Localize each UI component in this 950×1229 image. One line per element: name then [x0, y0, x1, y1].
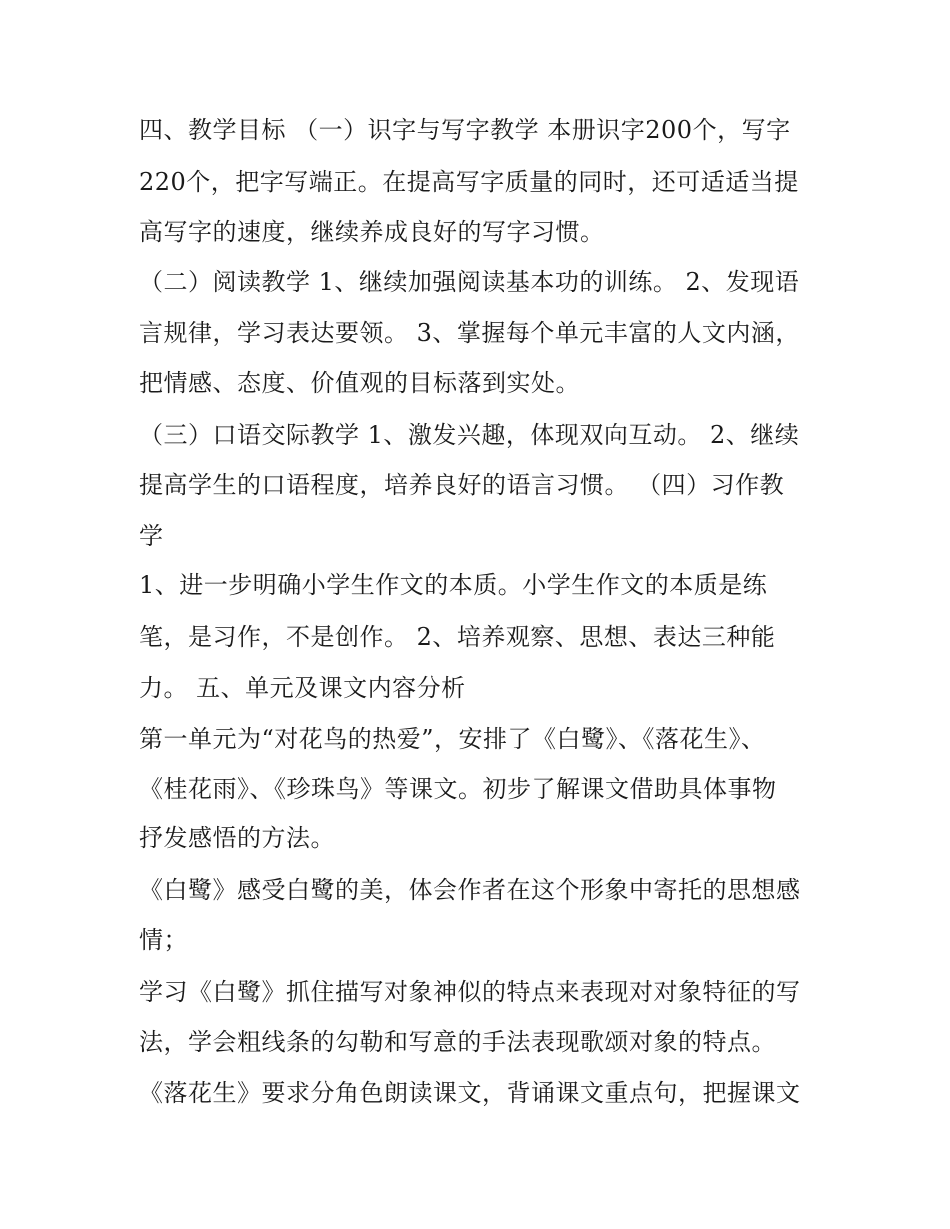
text-line: 高写字的速度，继续养成良好的写字习惯。	[139, 218, 605, 246]
text-line: 法，学会粗线条的勾勒和写意的手法表现歌颂对象的特点。	[139, 1028, 776, 1056]
text-line: 1、进一步明确小学生作文的本质。小学生作文的本质是练	[139, 571, 768, 599]
text-line: （三）口语交际教学 1、激发兴趣，体现双向互动。 2、继续	[139, 421, 800, 449]
text-line: 言规律，学习表达要领。 3、掌握每个单元丰富的人文内涵，	[139, 319, 800, 347]
text-line: （二）阅读教学 1、继续加强阅读基本功的训练。 2、发现语	[139, 268, 800, 296]
text-line: 把情感、态度、价值观的目标落到实处。	[139, 369, 580, 397]
text-line: 抒发感悟的方法。	[139, 824, 335, 852]
text-line: 《白鹭》感受白鹭的美，体会作者在这个形象中寄托的思想感	[139, 876, 801, 904]
text-line: 学习《白鹭》抓住描写对象神似的特点来表现对对象特征的写	[139, 978, 801, 1006]
text-line: 提高学生的口语程度，培养良好的语言习惯。 （四）习作教	[139, 471, 785, 499]
text-line: 力。 五、单元及课文内容分析	[139, 674, 466, 702]
text-line: 220个，把字写端正。在提高写字质量的同时，还可适适当提	[139, 168, 799, 196]
text-line: 笔，是习作，不是创作。 2、培养观察、思想、表达三种能	[139, 623, 776, 651]
text-line: 《落花生》要求分角色朗读课文，背诵课文重点句，把握课文	[139, 1079, 801, 1107]
text-line: 《桂花雨》、《珍珠鸟》等课文。初步了解课文借助具体事物	[139, 775, 777, 803]
text-line: 情；	[139, 926, 188, 954]
text-line: 四、教学目标 （一）识字与写字教学 本册识字200个，写字	[139, 116, 791, 144]
text-line: 第一单元为“对花鸟的热爱”，安排了《白鹭》、《落花生》、	[139, 725, 766, 753]
text-line: 学	[139, 522, 164, 550]
